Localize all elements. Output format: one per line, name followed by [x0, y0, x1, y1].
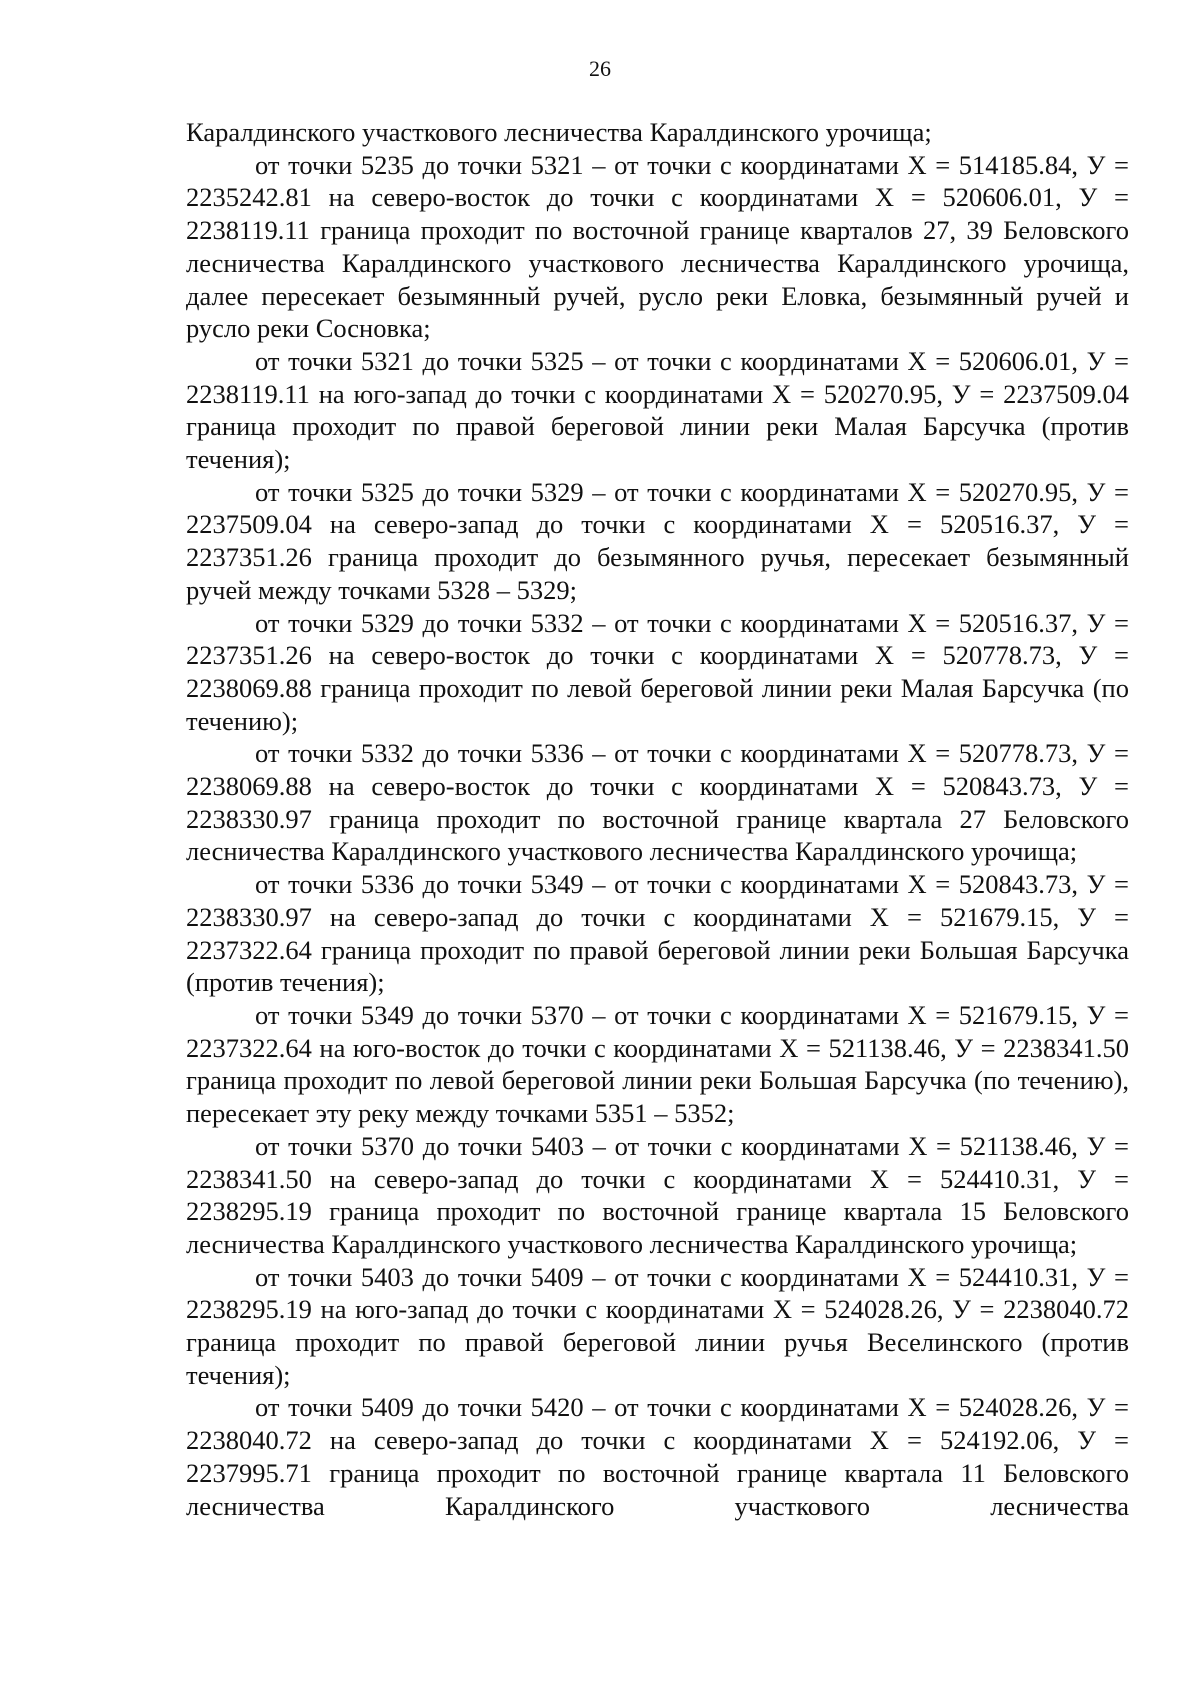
document-body: [186, 116, 1129, 1522]
paragraph-segment-5349-5370: от точки 5349 до точки 5370 – от точки с координатами Х = 521679.15, У = 2237322.64 на юго-восток до точки с координатами Х = 521138.46, У = 2238341.50 граница проходит по левой береговой линии реки Большая Барсучка (по течению), пересекает эту реку между точками 5351 – 5352;: [186, 999, 1129, 1129]
paragraph-segment-5336-5349: от точки 5336 до точки 5349 – от точки с координатами Х = 520843.73, У = 2238330.97 на северо-запад до точки с координатами Х = 521679.15, У = 2237322.64 граница проходит по правой береговой линии реки Большая Барсучка (против течения);: [186, 869, 1129, 998]
page-number: 26: [589, 56, 611, 81]
paragraph-segment-5403-5409: от точки 5403 до точки 5409 – от точки с координатами Х = 524410.31, У = 2238295.19 на юго-запад до точки с координатами Х = 524028.26, У = 2238040.72 граница проходит по правой береговой линии ручья Веселинского (против течения);: [186, 1261, 1129, 1390]
paragraph-segment-5332-5336: от точки 5332 до точки 5336 – от точки с координатами Х = 520778.73, У = 2238069.88 на северо-восток до точки с координатами Х = 520843.73, У = 2238330.97 граница проходит по восточной границе квартала 27 Беловского лесничества Каралдинского участкового лесничества Каралдинского урочища;: [186, 738, 1129, 867]
paragraph-segment-5235-5321: от точки 5235 до точки 5321 – от точки с координатами Х = 514185.84, У = 2235242.81 на северо-восток до точки с координатами Х = 520606.01, У = 2238119.11 граница проходит по восточной границе кварталов 27, 39 Беловского лесничества Каралдинского участкового лесничества Каралдинского урочища, далее пересекает безымянный ручей, русло реки Еловка, безымянный ручей и русло реки Сосновка;: [186, 149, 1129, 344]
paragraph-segment-5409-5420: от точки 5409 до точки 5420 – от точки с координатами Х = 524028.26, У = 2238040.72 на северо-запад до точки с координатами Х = 524192.06, У = 2237995.71 граница проходит по восточной границе квартала 11 Беловского лесничества Каралдинского участкового лесничества: [186, 1392, 1129, 1521]
paragraph-segment-5325-5329: от точки 5325 до точки 5329 – от точки с координатами Х = 520270.95, У = 2237509.04 на северо-запад до точки с координатами Х = 520516.37, У = 2237351.26 граница проходит до безымянного ручья, пересекает безымянный ручей между точками 5328 – 5329;: [186, 476, 1129, 605]
paragraph-continuation: Каралдинского участкового лесничества Каралдинского урочища;: [186, 117, 932, 147]
paragraph-segment-5321-5325: от точки 5321 до точки 5325 – от точки с координатами Х = 520606.01, У = 2238119.11 на юго-запад до точки с координатами Х = 520270.95, У = 2237509.04 граница проходит по правой береговой линии реки Малая Барсучка (против течения);: [186, 345, 1129, 475]
paragraph-segment-5329-5332: от точки 5329 до точки 5332 – от точки с координатами Х = 520516.37, У = 2237351.26 на северо-восток до точки с координатами Х = 520778.73, У = 2238069.88 граница проходит по левой береговой линии реки Малая Барсучка (по течению);: [186, 607, 1129, 736]
paragraph-segment-5370-5403: от точки 5370 до точки 5403 – от точки с координатами Х = 521138.46, У = 2238341.50 на северо-запад до точки с координатами Х = 524410.31, У = 2238295.19 граница проходит по восточной границе квартала 15 Беловского лесничества Каралдинского участкового лесничества Каралдинского урочища;: [186, 1130, 1129, 1259]
